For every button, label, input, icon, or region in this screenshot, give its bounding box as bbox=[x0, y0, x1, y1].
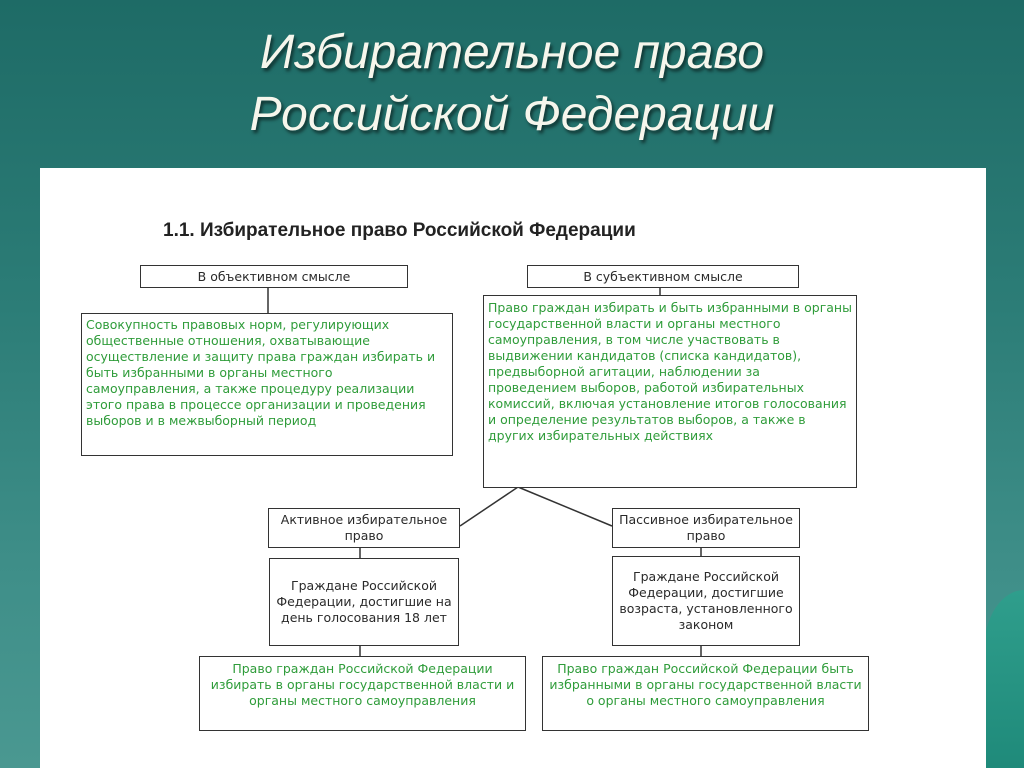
corner-decoration bbox=[984, 590, 1024, 768]
slide-title-line2: Российской Федерации bbox=[249, 88, 775, 141]
active-definition-box: Право граждан Российской Федерации избирать в органы государственной власти и органы местного самоуправления bbox=[199, 656, 526, 731]
objective-description-box: Совокупность правовых норм, регулирующих общественные отношения, охватывающие осуществление и защиту права граждан избирать и быть избранными в органы местного самоуправления, а также процедуру реализации этого права в процессе организации и проведения выборов и в межвыборный период bbox=[81, 313, 453, 456]
objective-sense-box: В объективном смысле bbox=[140, 265, 408, 288]
active-right-box: Активное избирательное право bbox=[268, 508, 460, 548]
subjective-description-box: Право граждан избирать и быть избранными в органы государственной власти и органы местного самоуправления, в том числе участвовать в выдвижении кандидатов (списка кандидатов), предвыборной агитации, наблюдении за проведением выборов, работой избирательных комиссий, включая установление итогов голосования и определение результатов выборов, а также в других избирательных действиях bbox=[483, 295, 857, 488]
passive-right-box: Пассивное избирательное право bbox=[612, 508, 800, 548]
active-condition-box: Граждане Российской Федерации, достигшие на день голосования 18 лет bbox=[269, 558, 459, 646]
connector-to-passive bbox=[518, 487, 612, 526]
passive-condition-box: Граждане Российской Федерации, достигшие возраста, установленного законом bbox=[612, 556, 800, 646]
subjective-sense-box: В субъективном смысле bbox=[527, 265, 799, 288]
diagram-heading: 1.1. Избирательное право Российской Федерации bbox=[163, 220, 636, 241]
slide-title bbox=[0, 22, 1024, 146]
passive-definition-box: Право граждан Российской Федерации быть избранными в органы государственной власти о органы местного самоуправления bbox=[542, 656, 869, 731]
diagram-panel bbox=[40, 168, 986, 768]
slide-title-line1: Избирательное право bbox=[259, 26, 765, 79]
connector-to-active bbox=[460, 487, 518, 526]
